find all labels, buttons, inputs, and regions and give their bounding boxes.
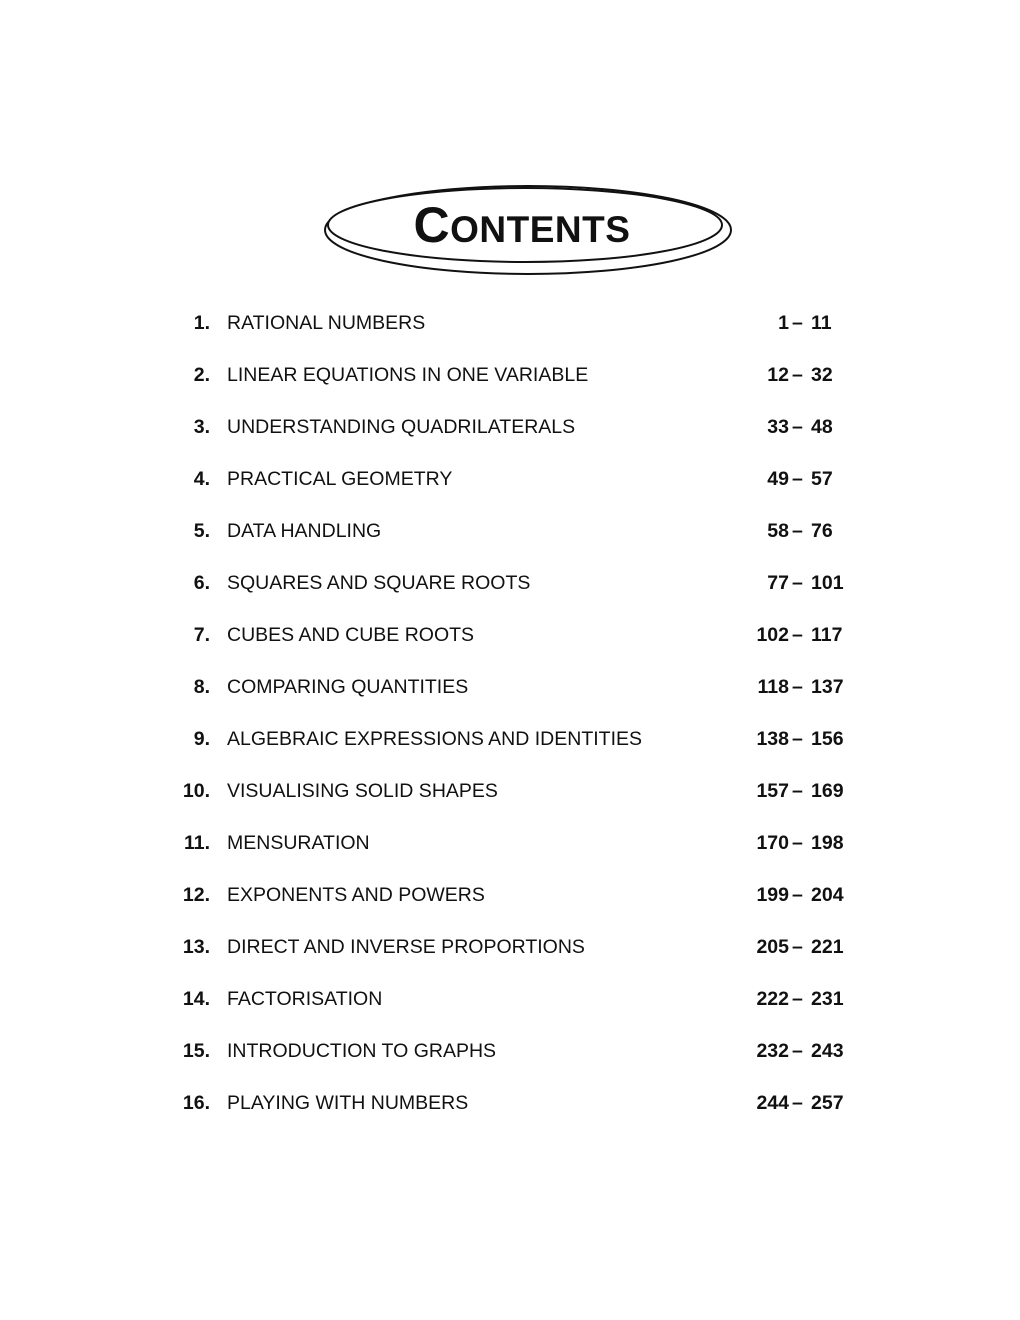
chapter-title: COMPARING QUANTITIES xyxy=(227,676,469,698)
chapter-title: UNDERSTANDING QUADRILATERALS xyxy=(227,416,576,438)
page-start: 12 xyxy=(767,364,789,386)
chapter-title: PRACTICAL GEOMETRY xyxy=(227,468,453,490)
chapter-number: 10. xyxy=(182,780,210,802)
toc-entry xyxy=(0,778,1020,804)
page-end: 169 xyxy=(811,780,844,802)
toc-entry xyxy=(0,310,1020,336)
toc-entry xyxy=(0,1038,1020,1064)
page-start: 33 xyxy=(767,416,789,438)
chapter-number: 3. xyxy=(193,416,210,438)
page-start: 157 xyxy=(756,780,789,802)
page-dash: – xyxy=(792,468,803,490)
page-end: 101 xyxy=(811,572,844,594)
chapter-number: 15. xyxy=(182,1040,210,1062)
toc-entry xyxy=(0,986,1020,1012)
chapter-title: DATA HANDLING xyxy=(227,520,382,542)
page-start: 199 xyxy=(756,884,789,906)
chapter-title: DIRECT AND INVERSE PROPORTIONS xyxy=(227,936,585,958)
chapter-number: 4. xyxy=(193,468,210,490)
chapter-number: 8. xyxy=(193,676,210,698)
page-dash: – xyxy=(792,1092,803,1114)
page-start: 205 xyxy=(756,936,789,958)
toc-entry xyxy=(0,1090,1020,1116)
page-end: 57 xyxy=(811,468,833,490)
chapter-title: EXPONENTS AND POWERS xyxy=(227,884,485,906)
chapter-number: 7. xyxy=(193,624,210,646)
page-dash: – xyxy=(792,676,803,698)
page-start: 138 xyxy=(756,728,789,750)
chapter-number: 13. xyxy=(182,936,210,958)
page-start: 49 xyxy=(767,468,789,490)
chapter-title: MENSURATION xyxy=(227,832,370,854)
chapter-number: 1. xyxy=(193,312,210,334)
page-end: 204 xyxy=(811,884,844,906)
chapter-number: 11. xyxy=(183,832,210,854)
page-end: 221 xyxy=(811,936,844,958)
page-start: 244 xyxy=(756,1092,789,1114)
page-end: 198 xyxy=(811,832,844,854)
page-title xyxy=(322,195,722,260)
toc-entry xyxy=(0,934,1020,960)
page-start: 232 xyxy=(756,1040,789,1062)
page-start: 1 xyxy=(778,312,789,334)
chapter-number: 16. xyxy=(182,1092,210,1114)
page-end: 76 xyxy=(811,520,833,542)
page-end: 243 xyxy=(811,1040,844,1062)
toc-entry xyxy=(0,830,1020,856)
page-start: 170 xyxy=(756,832,789,854)
page-end: 257 xyxy=(811,1092,844,1114)
page-start: 102 xyxy=(756,624,789,646)
chapter-number: 9. xyxy=(193,728,210,750)
page-dash: – xyxy=(792,988,803,1010)
page-start: 77 xyxy=(767,572,789,594)
chapter-number: 14. xyxy=(182,988,210,1010)
page-dash: – xyxy=(792,312,803,334)
toc-entry xyxy=(0,362,1020,388)
chapter-title: ALGEBRAIC EXPRESSIONS AND IDENTITIES xyxy=(227,728,643,750)
page-end: 11 xyxy=(811,312,832,334)
chapter-number: 5. xyxy=(193,520,210,542)
page-dash: – xyxy=(792,624,803,646)
page-start: 58 xyxy=(767,520,789,542)
toc-entry xyxy=(0,466,1020,492)
page-end: 117 xyxy=(811,624,843,646)
page-end: 48 xyxy=(811,416,833,438)
page-dash: – xyxy=(792,572,803,594)
chapter-title: LINEAR EQUATIONS IN ONE VARIABLE xyxy=(227,364,589,386)
page-end: 32 xyxy=(811,364,833,386)
chapter-title: RATIONAL NUMBERS xyxy=(227,312,426,334)
chapter-title: VISUALISING SOLID SHAPES xyxy=(227,780,498,802)
toc-entry xyxy=(0,414,1020,440)
chapter-title: FACTORISATION xyxy=(227,988,383,1010)
page-dash: – xyxy=(792,780,803,802)
page-dash: – xyxy=(792,936,803,958)
page-end: 137 xyxy=(811,676,844,698)
page-dash: – xyxy=(792,728,803,750)
chapter-title: PLAYING WITH NUMBERS xyxy=(227,1092,469,1114)
toc-entry xyxy=(0,674,1020,700)
title-rest: ONTENTS xyxy=(450,209,631,250)
page-end: 156 xyxy=(811,728,844,750)
title-first-letter: C xyxy=(413,197,451,253)
toc-entry xyxy=(0,622,1020,648)
chapter-number: 6. xyxy=(193,572,210,594)
page-dash: – xyxy=(792,832,803,854)
chapter-title: CUBES AND CUBE ROOTS xyxy=(227,624,475,646)
page-start: 222 xyxy=(756,988,789,1010)
page-end: 231 xyxy=(811,988,844,1010)
chapter-number: 12. xyxy=(182,884,210,906)
toc-entry xyxy=(0,518,1020,544)
page-dash: – xyxy=(792,364,803,386)
chapter-number: 2. xyxy=(193,364,210,386)
page-start: 118 xyxy=(757,676,789,698)
chapter-title: INTRODUCTION TO GRAPHS xyxy=(227,1040,497,1062)
toc-entry xyxy=(0,726,1020,752)
page-dash: – xyxy=(792,416,803,438)
toc-entry xyxy=(0,882,1020,908)
chapter-title: SQUARES AND SQUARE ROOTS xyxy=(227,572,531,594)
page-dash: – xyxy=(792,884,803,906)
toc-entry xyxy=(0,570,1020,596)
page-dash: – xyxy=(792,520,803,542)
page-dash: – xyxy=(792,1040,803,1062)
